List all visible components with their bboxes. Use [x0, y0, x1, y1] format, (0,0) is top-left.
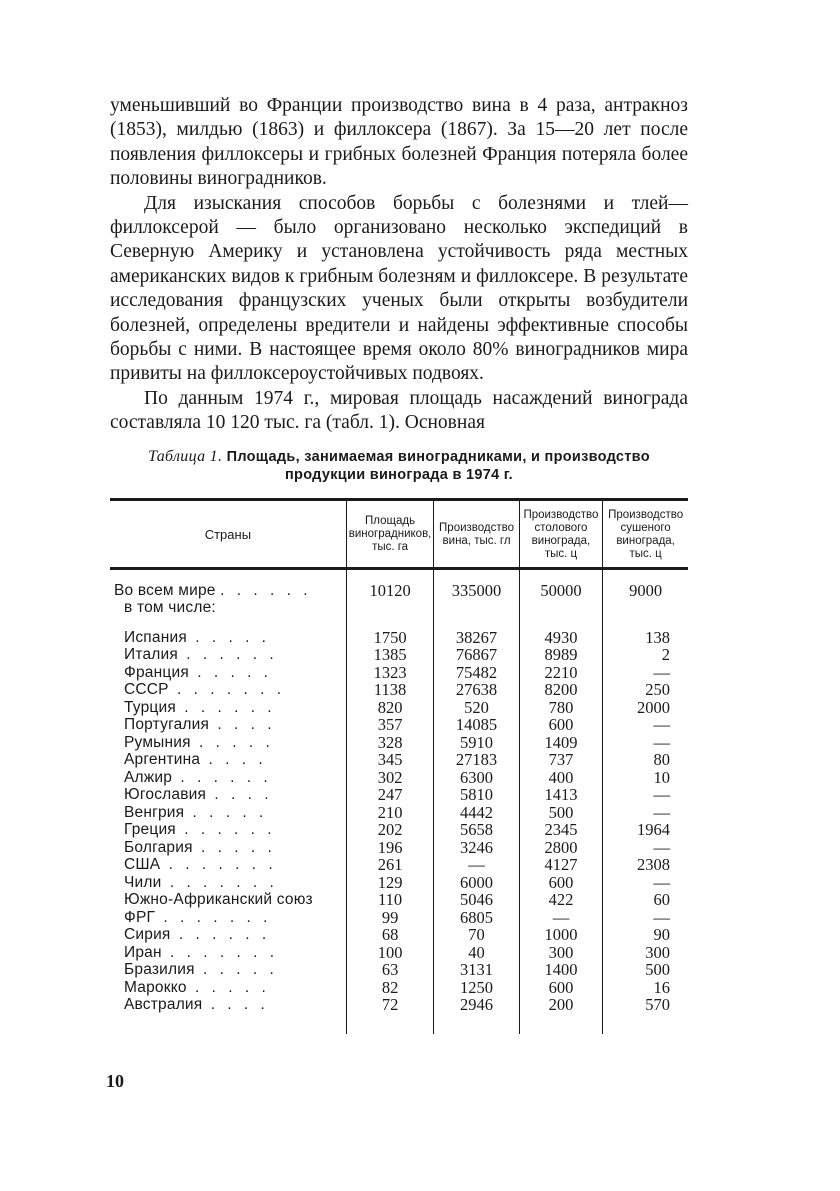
area-cell: 72: [346, 996, 434, 1014]
wine-cell: 14085: [434, 716, 519, 734]
dried-grapes-cell: 60: [603, 891, 688, 909]
table-grapes-cell: 4930: [519, 629, 603, 647]
dried-grapes-cell: 2308: [603, 856, 688, 874]
wine-cell: 4442: [434, 804, 519, 822]
country-cell: Алжир . . . . . .: [124, 768, 272, 786]
table-row: [110, 664, 688, 682]
country-cell: Италия . . . . . .: [124, 646, 278, 664]
area-cell: 129: [346, 874, 434, 892]
table-grapes-cell: 600: [519, 716, 603, 734]
area-cell: 202: [346, 821, 434, 839]
area-cell: 247: [346, 786, 434, 804]
dried-grapes-cell: —: [603, 664, 688, 682]
table-caption: [110, 448, 688, 484]
book-page: [110, 94, 688, 1034]
country-cell: Иран . . . . . . .: [124, 943, 279, 961]
dried-grapes-cell: 90: [603, 926, 688, 944]
area-cell: 210: [346, 804, 434, 822]
country-cell: Греция . . . . . .: [124, 821, 276, 839]
dried-grapes-cell: 138: [603, 629, 688, 647]
dried-grapes-cell: 250: [603, 681, 688, 699]
table-row: [110, 926, 688, 944]
wine-cell: 5658: [434, 821, 519, 839]
area-cell: 82: [346, 979, 434, 997]
table-grapes-cell: 600: [519, 979, 603, 997]
country-cell: Франция . . . . .: [124, 663, 272, 681]
table-grapes-cell: 8989: [519, 646, 603, 664]
country-cell: США . . . . . . .: [124, 856, 277, 874]
area-cell: 10120: [346, 582, 434, 600]
wine-cell: 75482: [434, 664, 519, 682]
dried-grapes-cell: —: [603, 874, 688, 892]
area-cell: 100: [346, 944, 434, 962]
wine-cell: 2946: [434, 996, 519, 1014]
dried-grapes-cell: 80: [603, 751, 688, 769]
wine-cell: 27638: [434, 681, 519, 699]
table-row: [110, 856, 688, 874]
area-cell: 302: [346, 769, 434, 787]
country-cell: Чили . . . . . . .: [124, 873, 278, 891]
area-cell: 63: [346, 961, 434, 979]
country-cell: ФРГ . . . . . . .: [124, 908, 272, 926]
wine-cell: 5046: [434, 891, 519, 909]
table-grapes-cell: 2210: [519, 664, 603, 682]
table-row: [110, 629, 688, 647]
country-cell: Во всем мире . . . . . .: [114, 581, 312, 599]
paragraph-1: уменьшивший во Франции производство вина в 4 раза, антракноз (1853), милдью (1863) и филлоксера (1867). За 15—20 лет после появления филлоксеры и грибных болезней Франция потеряла более половины виноградников.: [110, 95, 688, 190]
table-grapes-cell: —: [519, 909, 603, 927]
table-grapes-cell: 1400: [519, 961, 603, 979]
table-grapes-cell: 780: [519, 699, 603, 717]
area-cell: 196: [346, 839, 434, 857]
vineyard-table: [110, 498, 688, 1034]
table-row: [110, 979, 688, 997]
table-subheading-row: [110, 599, 688, 617]
table-row: [110, 996, 688, 1014]
header-table-grapes: Производство столового винограда, тыс. ц: [519, 499, 603, 568]
dried-grapes-cell: 16: [603, 979, 688, 997]
area-cell: 820: [346, 699, 434, 717]
table-row: [110, 909, 688, 927]
table-grapes-cell: 400: [519, 769, 603, 787]
table-row-total: [110, 582, 688, 600]
table-row: [110, 681, 688, 699]
dried-grapes-cell: 1964: [603, 821, 688, 839]
table-row: [110, 944, 688, 962]
dried-grapes-cell: 500: [603, 961, 688, 979]
wine-cell: —: [434, 856, 519, 874]
table-row: [110, 751, 688, 769]
dried-grapes-cell: 300: [603, 944, 688, 962]
area-cell: 1385: [346, 646, 434, 664]
header-countries: Страны: [110, 499, 346, 568]
dried-grapes-cell: —: [603, 786, 688, 804]
wine-cell: 520: [434, 699, 519, 717]
table-row: [110, 874, 688, 892]
subheading-cell: в том числе:: [124, 599, 216, 617]
dried-grapes-cell: —: [603, 804, 688, 822]
table-grapes-cell: 50000: [519, 582, 603, 600]
wine-cell: 5810: [434, 786, 519, 804]
wine-cell: 1250: [434, 979, 519, 997]
country-cell: Сирия . . . . . .: [124, 926, 271, 944]
dried-grapes-cell: 10: [603, 769, 688, 787]
area-cell: 99: [346, 909, 434, 927]
table-grapes-cell: 1409: [519, 734, 603, 752]
wine-cell: 3131: [434, 961, 519, 979]
wine-cell: 3246: [434, 839, 519, 857]
country-cell: Южно-Африканский союз: [124, 891, 313, 909]
paragraph-2: Для изыскания способов борьбы с болезнями и тлей—филлоксерой — было организовано несколько экспедиций в Северную Америку и установлена устойчивость ряда местных американских видов к грибным болезням и филлоксере. В результате исследования французских ученых были открыты возбудители болезней, определены вредители и найдены эффективные способы борьбы с ними. В настоящее время около 80% виноградников мира привиты на филлоксероустойчивых подвоях.: [110, 192, 688, 385]
table-grapes-cell: 2345: [519, 821, 603, 839]
area-cell: 68: [346, 926, 434, 944]
table-grapes-cell: 500: [519, 804, 603, 822]
table-grapes-cell: 2800: [519, 839, 603, 857]
wine-cell: 38267: [434, 629, 519, 647]
country-cell: Румыния . . . . .: [124, 733, 274, 751]
page-number: 10: [106, 1071, 124, 1091]
country-cell: Испания . . . . .: [124, 628, 270, 646]
wine-cell: 6300: [434, 769, 519, 787]
table-row: [110, 769, 688, 787]
table-row: [110, 891, 688, 909]
table-row: [110, 786, 688, 804]
country-cell: Венгрия . . . . .: [124, 803, 268, 821]
table-grapes-cell: 1000: [519, 926, 603, 944]
area-cell: 345: [346, 751, 434, 769]
country-cell: Болгария . . . . .: [124, 838, 276, 856]
country-cell: СССР . . . . . . .: [124, 681, 286, 699]
dried-grapes-cell: —: [603, 839, 688, 857]
table-grapes-cell: 200: [519, 996, 603, 1014]
table-grapes-cell: 4127: [519, 856, 603, 874]
dried-grapes-cell: —: [603, 734, 688, 752]
wine-cell: 40: [434, 944, 519, 962]
area-cell: 110: [346, 891, 434, 909]
country-cell: Турция . . . . . .: [124, 698, 276, 716]
country-cell: Марокко . . . . .: [124, 978, 270, 996]
country-cell: Бразилия . . . . .: [124, 961, 278, 979]
table-row: [110, 716, 688, 734]
table-grapes-cell: 737: [519, 751, 603, 769]
paragraph-3: По данным 1974 г., мировая площадь насаждений винограда составляла 10 120 тыс. га (табл. 1). Основная: [110, 387, 688, 434]
table-grapes-cell: 8200: [519, 681, 603, 699]
header-area: Площадь виноградников, тыс. га: [346, 499, 434, 568]
country-cell: Аргентина . . . .: [124, 751, 267, 769]
country-cell: Португалия . . . .: [124, 716, 276, 734]
table-grapes-cell: 600: [519, 874, 603, 892]
country-cell: Югославия . . . .: [124, 786, 273, 804]
area-cell: 1138: [346, 681, 434, 699]
dried-grapes-cell: 9000: [603, 582, 688, 600]
wine-cell: 76867: [434, 646, 519, 664]
header-wine: Производство вина, тыс. гл: [434, 499, 519, 568]
table-caption-text: Площадь, занимаемая виноградниками, и производство продукции винограда в 1974 г.: [226, 448, 650, 483]
dried-grapes-cell: 2000: [603, 699, 688, 717]
wine-cell: 5910: [434, 734, 519, 752]
table-header-row: [110, 499, 688, 568]
dried-grapes-cell: 570: [603, 996, 688, 1014]
table-row: [110, 821, 688, 839]
area-cell: 1323: [346, 664, 434, 682]
wine-cell: 70: [434, 926, 519, 944]
table-grapes-cell: 1413: [519, 786, 603, 804]
country-cell: Австралия . . . .: [124, 996, 269, 1014]
table-row: [110, 699, 688, 717]
table-row: [110, 804, 688, 822]
wine-cell: 6805: [434, 909, 519, 927]
table-grapes-cell: 422: [519, 891, 603, 909]
dried-grapes-cell: 2: [603, 646, 688, 664]
area-cell: 1750: [346, 629, 434, 647]
dried-grapes-cell: —: [603, 909, 688, 927]
area-cell: 357: [346, 716, 434, 734]
area-cell: 328: [346, 734, 434, 752]
wine-cell: 6000: [434, 874, 519, 892]
table-row: [110, 734, 688, 752]
area-cell: 261: [346, 856, 434, 874]
wine-cell: 335000: [434, 582, 519, 600]
dried-grapes-cell: —: [603, 716, 688, 734]
wine-cell: 27183: [434, 751, 519, 769]
table-grapes-cell: 300: [519, 944, 603, 962]
table-row: [110, 839, 688, 857]
table-caption-label: Таблица 1.: [148, 447, 223, 465]
header-dried-grapes: Производство сушеного винограда, тыс. ц: [603, 499, 688, 568]
table-row: [110, 961, 688, 979]
table-row: [110, 646, 688, 664]
